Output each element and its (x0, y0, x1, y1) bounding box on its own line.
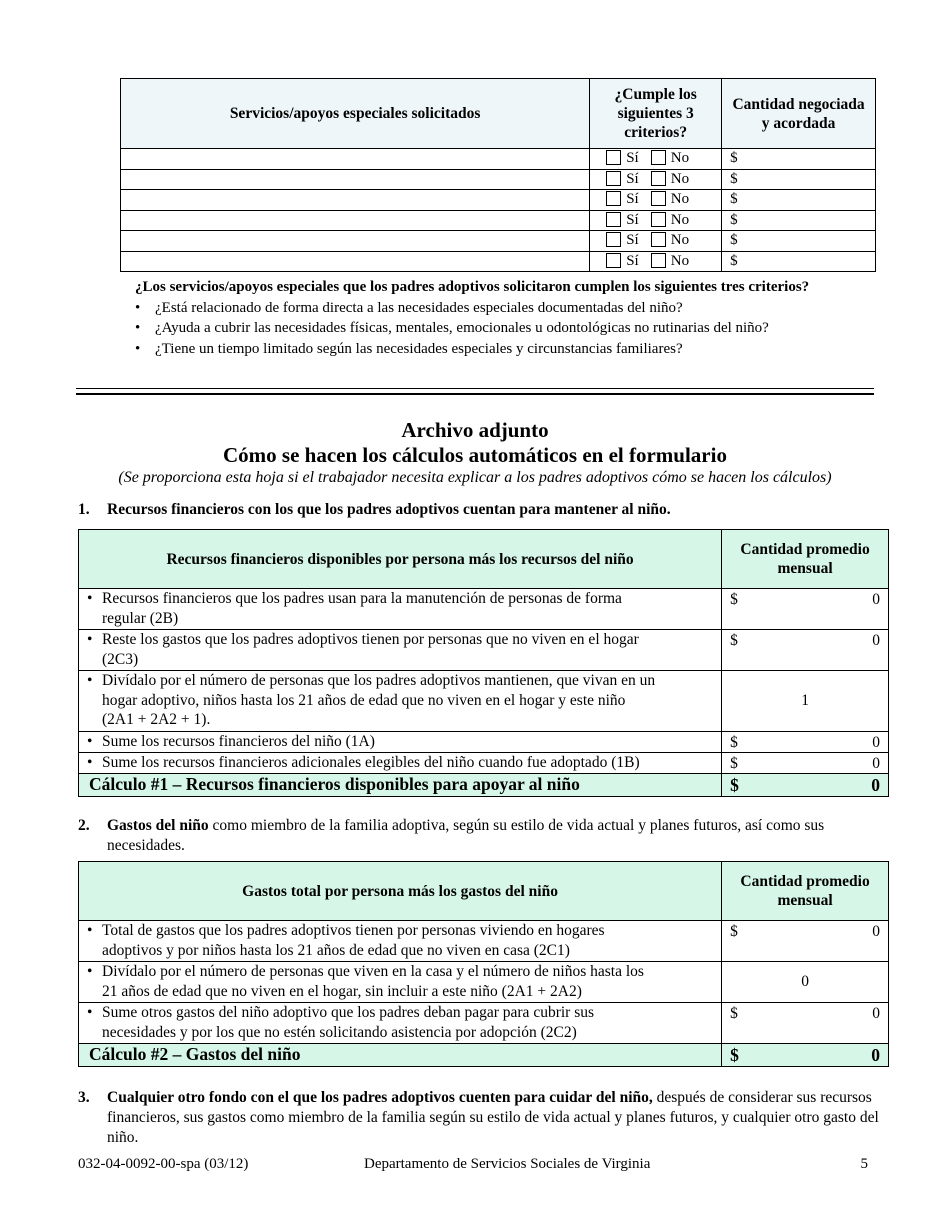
table-row: • Total de gastos que los padres adoptivos tienen por personas viviendo en hogares adoptivos y por niños hasta los 21 años de edad que no viven en casa (2C1) $ 0 (79, 921, 889, 962)
yes-label: Sí (626, 211, 639, 228)
no-label: No (670, 191, 690, 208)
no-label: No (670, 252, 690, 269)
yes-label: Sí (626, 232, 639, 249)
divider (76, 393, 874, 395)
table-header-desc: Gastos total por persona más los gastos del niño (79, 862, 722, 921)
total-row: Cálculo #2 – Gastos del niño $ 0 (79, 1044, 889, 1067)
table-header-amount: Cantidad promedio mensual (722, 530, 889, 589)
no-checkbox[interactable] (651, 150, 666, 165)
amount-value: 0 (872, 632, 880, 649)
page-subtitle: Cómo se hacen los cálculos automáticos en el formulario (223, 443, 727, 467)
yes-checkbox[interactable] (606, 171, 621, 186)
section-2-heading: 2. Gastos del niño como miembro de la familia adoptiva, según su estilo de vida actual y planes futuros, así como sus necesidades. (78, 817, 825, 854)
amount-field[interactable]: $ (722, 231, 876, 252)
attachment-heading (0, 418, 950, 488)
criteria-item: • ¿Ayuda a cubrir las necesidades físicas, mentales, emocionales u odontológicas no rutinarias del niño? (135, 318, 885, 339)
criteria-list (135, 298, 885, 360)
child-expenses-table (78, 861, 889, 1067)
no-checkbox[interactable] (651, 253, 666, 268)
no-label: No (670, 170, 690, 187)
services-table (120, 78, 876, 272)
amount-header: Cantidad negociada y acordada (722, 79, 876, 149)
yes-checkbox[interactable] (606, 232, 621, 247)
yes-checkbox[interactable] (606, 191, 621, 206)
amount-field[interactable]: $ (722, 190, 876, 211)
service-field[interactable] (121, 251, 590, 272)
form-id: 032-04-0092-00-spa (03/12) (78, 1156, 249, 1172)
yes-label: Sí (626, 170, 639, 187)
table-row: • Reste los gastos que los padres adoptivos tienen por personas que no viven en el hogar (2C3) $ 0 (79, 630, 889, 671)
service-field[interactable] (121, 190, 590, 211)
criteria-header: ¿Cumple los siguientes 3 criterios? (590, 79, 722, 149)
no-checkbox[interactable] (651, 212, 666, 227)
total-label: Cálculo #2 – Gastos del niño (79, 1044, 722, 1067)
total-value: 0 (871, 775, 880, 795)
no-checkbox[interactable] (651, 232, 666, 247)
section-3-heading: 3. Cualquier otro fondo con el que los padres adoptivos cuenten para cuidar del niño, después de considerar sus recursos financieros, sus gastos como miembro de la familia según su estilo de vida actual y planes futuros, y cualquier otro gasto del niño. (78, 1089, 879, 1146)
total-row: Cálculo #1 – Recursos financieros disponibles para apoyar al niño $ 0 (79, 774, 889, 797)
yes-checkbox[interactable] (606, 212, 621, 227)
amount-value: 0 (872, 755, 880, 772)
yes-label: Sí (626, 191, 639, 208)
service-field[interactable] (121, 169, 590, 190)
service-row (121, 231, 876, 252)
no-label: No (670, 232, 690, 249)
no-checkbox[interactable] (651, 191, 666, 206)
amount-value: 0 (872, 591, 880, 608)
criteria-item: • ¿Tiene un tiempo limitado según las necesidades especiales y circunstancias familiares? (135, 339, 885, 360)
financial-resources-table (78, 529, 889, 797)
amount-value: 0 (872, 1005, 880, 1022)
table-row: • Recursos financieros que los padres usan para la manutención de personas de forma regular (2B) $ 0 (79, 589, 889, 630)
service-row (121, 149, 876, 170)
total-value: 0 (871, 1045, 880, 1065)
section-1-heading: 1. Recursos financieros con los que los padres adoptivos cuentan para mantener al niño. (78, 501, 671, 518)
page-number: 5 (860, 1156, 868, 1172)
bullet-icon: • (135, 340, 141, 357)
bullet-icon: • (135, 299, 141, 316)
service-field[interactable] (121, 149, 590, 170)
yes-checkbox[interactable] (606, 253, 621, 268)
agency-name: Departamento de Servicios Sociales de Virginia (364, 1156, 651, 1172)
total-label: Cálculo #1 – Recursos financieros disponibles para apoyar al niño (79, 774, 722, 797)
service-field[interactable] (121, 210, 590, 231)
amount-value: 0 (872, 923, 880, 940)
table-row: • Divídalo por el número de personas que viven en la casa y el número de niños hasta los 21 años de edad que no viven en el hogar, sin incluir a este niño (2A1 + 2A2) 0 (79, 962, 889, 1003)
amount-field[interactable]: $ (722, 169, 876, 190)
service-row (121, 210, 876, 231)
service-field[interactable] (121, 231, 590, 252)
page-note: (Se proporciona esta hoja si el trabajador necesita explicar a los padres adoptivos cómo se hacen los cálculos) (118, 469, 832, 486)
amount-value: 0 (722, 962, 889, 1003)
table-row: • Sume otros gastos del niño adoptivo que los padres deban pagar para cubrir sus necesidades y por los que no estén solicitando asistencia por adopción (2C2) $ 0 (79, 1003, 889, 1044)
table-row: • Divídalo por el número de personas que los padres adoptivos mantienen, que vivan en un hogar adoptivo, niños hasta los 21 años de edad que no viven en el hogar y este niño (2A1 + 2A2 + 1). 1 (79, 671, 889, 732)
no-checkbox[interactable] (651, 171, 666, 186)
amount-value: 1 (722, 671, 889, 732)
table-header-amount: Cantidad promedio mensual (722, 862, 889, 921)
yes-label: Sí (626, 150, 639, 167)
table-row: • Sume los recursos financieros del niño (1A) $ 0 (79, 732, 889, 753)
no-label: No (670, 211, 690, 228)
page-title: Archivo adjunto (401, 418, 549, 442)
table-header-desc: Recursos financieros disponibles por persona más los recursos del niño (79, 530, 722, 589)
service-row (121, 169, 876, 190)
criteria-block (135, 277, 885, 359)
divider (76, 388, 874, 389)
service-row (121, 251, 876, 272)
yes-checkbox[interactable] (606, 150, 621, 165)
amount-field[interactable]: $ (722, 210, 876, 231)
no-label: No (670, 150, 690, 167)
services-header: Servicios/apoyos especiales solicitados (121, 79, 590, 149)
service-row (121, 190, 876, 211)
yes-label: Sí (626, 252, 639, 269)
table-row: • Sume los recursos financieros adicionales elegibles del niño cuando fue adoptado (1B) $ 0 (79, 753, 889, 774)
criteria-question: ¿Los servicios/apoyos especiales que los padres adoptivos solicitaron cumplen los siguientes tres criterios? (135, 279, 810, 295)
amount-field[interactable]: $ (722, 149, 876, 170)
amount-field[interactable]: $ (722, 251, 876, 272)
amount-value: 0 (872, 734, 880, 751)
bullet-icon: • (135, 320, 141, 336)
criteria-item: • ¿Está relacionado de forma directa a las necesidades especiales documentadas del niño? (135, 298, 885, 319)
